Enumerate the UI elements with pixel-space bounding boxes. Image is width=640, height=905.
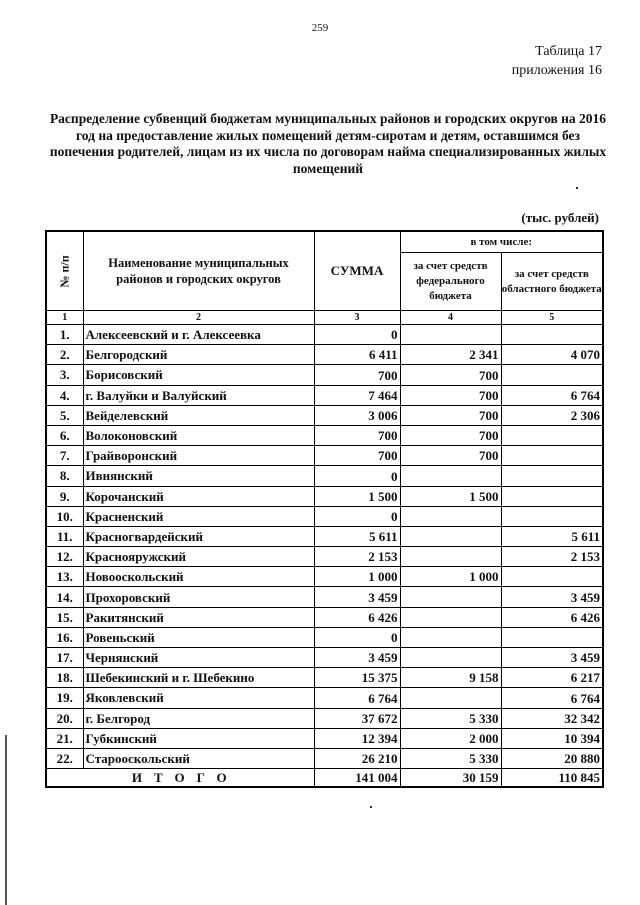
row-regional [501,325,603,345]
scan-edge-line [5,735,7,905]
row-regional: 3 459 [501,648,603,668]
row-sum: 2 153 [314,547,400,567]
row-regional: 3 459 [501,587,603,607]
row-sum: 26 210 [314,748,400,768]
row-regional [501,365,603,385]
district-name: Чернянский [83,648,314,668]
table-row [46,607,603,627]
table-row [46,668,603,688]
row-sum: 6 426 [314,607,400,627]
row-number: 7. [46,446,83,466]
column-number: 5 [501,311,603,325]
header-including: в том числе: [400,231,603,253]
table-row [46,748,603,768]
header-regional: за счет средств областного бюджета [501,253,603,311]
row-regional: 5 611 [501,526,603,546]
total-label: ИТОГО [46,769,314,788]
row-regional: 6 764 [501,688,603,708]
row-federal: 9 158 [400,668,501,688]
scan-speck [370,806,372,808]
row-regional [501,446,603,466]
header-row [46,231,603,253]
column-number: 4 [400,311,501,325]
header-name: Наименование муниципальных районов и городских округов [83,231,314,311]
row-federal: 2 000 [400,728,501,748]
table-row [46,688,603,708]
row-federal: 5 330 [400,708,501,728]
district-name: Краснояружский [83,547,314,567]
table-row [46,627,603,647]
subvention-table [45,230,604,788]
row-regional [501,486,603,506]
column-number: 3 [314,311,400,325]
row-sum: 700 [314,425,400,445]
row-number: 12. [46,547,83,567]
header-sum: СУММА [314,231,400,311]
district-name: Яковлевский [83,688,314,708]
row-sum: 700 [314,446,400,466]
row-sum: 6 764 [314,688,400,708]
row-federal: 2 341 [400,345,501,365]
row-number: 20. [46,708,83,728]
district-name: Волоконовский [83,425,314,445]
row-number: 5. [46,405,83,425]
column-number-row [46,311,603,325]
row-federal: 1 000 [400,567,501,587]
row-regional [501,425,603,445]
row-sum: 5 611 [314,526,400,546]
column-number: 1 [46,311,83,325]
row-regional: 2 153 [501,547,603,567]
header-federal: за счет средств федерального бюджета [400,253,501,311]
row-federal [400,506,501,526]
district-name: Красненский [83,506,314,526]
row-number: 15. [46,607,83,627]
row-federal [400,688,501,708]
total-sum: 141 004 [314,769,400,788]
row-federal [400,547,501,567]
row-federal: 5 330 [400,748,501,768]
district-name: Ивнянский [83,466,314,486]
row-number: 3. [46,365,83,385]
district-name: Корочанский [83,486,314,506]
row-number: 18. [46,668,83,688]
row-federal [400,526,501,546]
row-sum: 3 459 [314,648,400,668]
row-regional: 32 342 [501,708,603,728]
row-sum: 0 [314,466,400,486]
row-regional: 2 306 [501,405,603,425]
row-federal [400,325,501,345]
table-row [46,385,603,405]
row-sum: 0 [314,627,400,647]
row-number: 1. [46,325,83,345]
table-row [46,405,603,425]
row-sum: 0 [314,325,400,345]
district-name: Новооскольский [83,567,314,587]
row-federal: 700 [400,446,501,466]
row-number: 16. [46,627,83,647]
row-federal [400,587,501,607]
row-federal: 1 500 [400,486,501,506]
table-row [46,486,603,506]
table-row [46,446,603,466]
table-row [46,728,603,748]
row-regional [501,627,603,647]
table-row [46,587,603,607]
district-name: Борисовский [83,365,314,385]
row-federal [400,466,501,486]
table-row [46,345,603,365]
row-sum: 0 [314,506,400,526]
row-regional: 20 880 [501,748,603,768]
row-federal: 700 [400,385,501,405]
district-name: Шебекинский и г. Шебекино [83,668,314,688]
table-row [46,567,603,587]
district-name: Губкинский [83,728,314,748]
row-sum: 1 000 [314,567,400,587]
row-number: 11. [46,526,83,546]
page-number: 259 [311,22,329,34]
district-name: Старооскольский [83,748,314,768]
district-name: Белгородский [83,345,314,365]
table-row [46,325,603,345]
row-sum: 37 672 [314,708,400,728]
district-name: Ракитянский [83,607,314,627]
district-name: г. Белгород [83,708,314,728]
row-number: 6. [46,425,83,445]
row-regional: 6 764 [501,385,603,405]
header-num: № п/п [46,231,83,311]
row-sum: 7 464 [314,385,400,405]
row-federal: 700 [400,405,501,425]
row-regional: 6 217 [501,668,603,688]
table-row [46,425,603,445]
table-row [46,708,603,728]
row-regional [501,567,603,587]
total-regional: 110 845 [501,769,603,788]
row-federal [400,627,501,647]
row-sum: 3 459 [314,587,400,607]
row-sum: 3 006 [314,405,400,425]
row-sum: 700 [314,365,400,385]
total-row [46,769,603,788]
units-label: (тыс. рублей) [521,210,599,225]
row-number: 9. [46,486,83,506]
district-name: Вейделевский [83,405,314,425]
table-body [46,325,603,769]
column-number: 2 [83,311,314,325]
table-ref-line2: приложения 16 [511,63,602,78]
row-regional [501,506,603,526]
total-federal: 30 159 [400,769,501,788]
row-federal: 700 [400,425,501,445]
district-name: Грайворонский [83,446,314,466]
row-number: 10. [46,506,83,526]
district-name: г. Валуйки и Валуйский [83,385,314,405]
row-number: 19. [46,688,83,708]
table-row [46,526,603,546]
row-sum: 12 394 [314,728,400,748]
table-row [46,466,603,486]
row-sum: 15 375 [314,668,400,688]
table-row [46,648,603,668]
row-regional: 10 394 [501,728,603,748]
row-number: 2. [46,345,83,365]
table-reference [512,42,602,80]
district-name: Красногвардейский [83,526,314,546]
row-sum: 1 500 [314,486,400,506]
row-regional [501,466,603,486]
row-regional: 6 426 [501,607,603,627]
row-number: 21. [46,728,83,748]
row-federal [400,648,501,668]
row-regional: 4 070 [501,345,603,365]
row-number: 14. [46,587,83,607]
row-sum: 6 411 [314,345,400,365]
row-number: 22. [46,748,83,768]
table-row [46,506,603,526]
district-name: Ровеньский [83,627,314,647]
row-number: 8. [46,466,83,486]
row-number: 13. [46,567,83,587]
row-number: 17. [46,648,83,668]
row-federal [400,607,501,627]
row-number: 4. [46,385,83,405]
document-title: Распределение субвенций бюджетам муниципальных районов и городских округов на 2016 год на предоставление жилых помещений детям-сиротам и детям, оставшимся без попечения родителей, лицам из их числа по договорам найма специализированных жилых помещений [49,111,607,176]
table-row [46,365,603,385]
table-ref-line1: Таблица 17 [535,44,602,59]
table-row [46,547,603,567]
scan-speck [576,187,578,189]
row-federal: 700 [400,365,501,385]
district-name: Прохоровский [83,587,314,607]
district-name: Алексеевский и г. Алексеевка [83,325,314,345]
